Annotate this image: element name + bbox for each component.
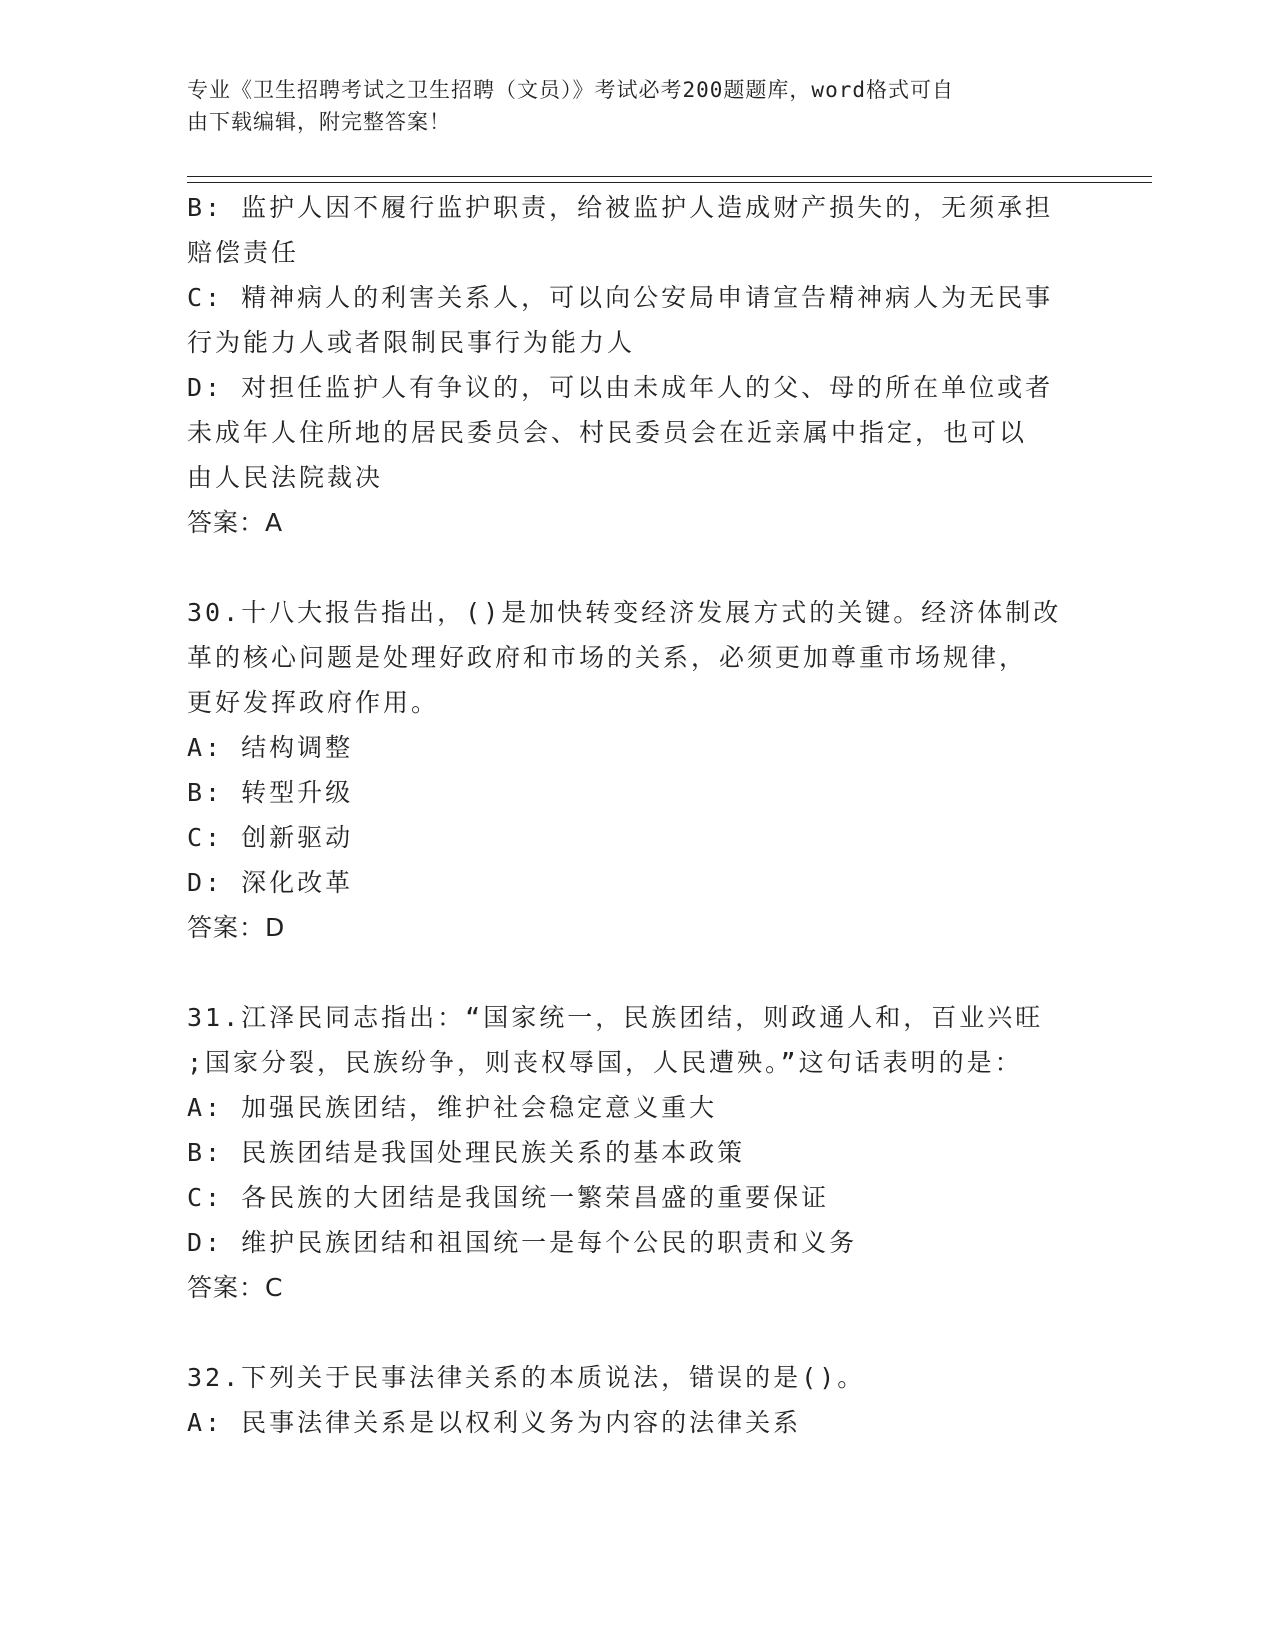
option-b: B: 转型升级 xyxy=(187,778,354,807)
option-c: C: 各民族的大团结是我国统一繁荣昌盛的重要保证 xyxy=(187,1183,830,1212)
option-d-line-2: 未成年人住所地的居民委员会、村民委员会在近亲属中指定，也可以 xyxy=(187,418,1028,447)
header-divider-top xyxy=(187,176,1152,177)
option-b-line-1: B: 监护人因不履行监护职责，给被监护人造成财产损失的，无须承担 xyxy=(187,193,1054,222)
question-32 xyxy=(187,1355,1087,1445)
option-c: C: 创新驱动 xyxy=(187,823,354,852)
question-stem-line-1: 30.十八大报告指出，()是加快转变经济发展方式的关键。经济体制改 xyxy=(187,598,1062,627)
option-a: A: 结构调整 xyxy=(187,733,354,762)
option-a: A: 民事法律关系是以权利义务为内容的法律关系 xyxy=(187,1408,802,1437)
header-title-line-2: 由下载编辑，附完整答案！ xyxy=(187,110,451,134)
question-stem-line-1: 31.江泽民同志指出：“国家统一，民族团结，则政通人和，百业兴旺 xyxy=(187,1003,1044,1032)
option-d-line-3: 由人民法院裁决 xyxy=(187,463,384,492)
question-stem-line-1: 32.下列关于民事法律关系的本质说法，错误的是()。 xyxy=(187,1363,866,1392)
option-b: B: 民族团结是我国处理民族关系的基本政策 xyxy=(187,1138,746,1167)
option-d: D: 深化改革 xyxy=(187,868,354,897)
header-title-line-1: 专业《卫生招聘考试之卫生招聘（文员）》考试必考200题题库，word格式可自 xyxy=(187,78,954,102)
answer-label: 答案：C xyxy=(187,1273,284,1302)
question-31 xyxy=(187,995,1087,1310)
question-stem-line-2: 革的核心问题是处理好政府和市场的关系，必须更加尊重市场规律， xyxy=(187,643,1028,672)
option-b-line-2: 赔偿责任 xyxy=(187,238,300,267)
question-stem-line-3: 更好发挥政府作用。 xyxy=(187,688,440,717)
option-a: A: 加强民族团结，维护社会稳定意义重大 xyxy=(187,1093,718,1122)
question-stem-line-2: ;国家分裂，民族纷争，则丧权辱国，人民遭殃。”这句话表明的是： xyxy=(187,1048,1023,1077)
option-c-line-1: C: 精神病人的利害关系人，可以向公安局申请宣告精神病人为无民事 xyxy=(187,283,1054,312)
answer-label: 答案：A xyxy=(187,508,284,537)
document-header xyxy=(187,74,1087,138)
option-c-line-2: 行为能力人或者限制民事行为能力人 xyxy=(187,328,636,357)
option-d-line-1: D: 对担任监护人有争议的，可以由未成年人的父、母的所在单位或者 xyxy=(187,373,1054,402)
spacer xyxy=(187,950,1087,995)
spacer xyxy=(187,1310,1087,1355)
question-30 xyxy=(187,590,1087,950)
option-d: D: 维护民族团结和祖国统一是每个公民的职责和义务 xyxy=(187,1228,858,1257)
question-29 xyxy=(187,185,1087,545)
header-divider-bottom xyxy=(187,182,1152,183)
spacer xyxy=(187,545,1087,590)
question-list xyxy=(187,185,1087,1445)
answer-label: 答案：D xyxy=(187,913,286,942)
